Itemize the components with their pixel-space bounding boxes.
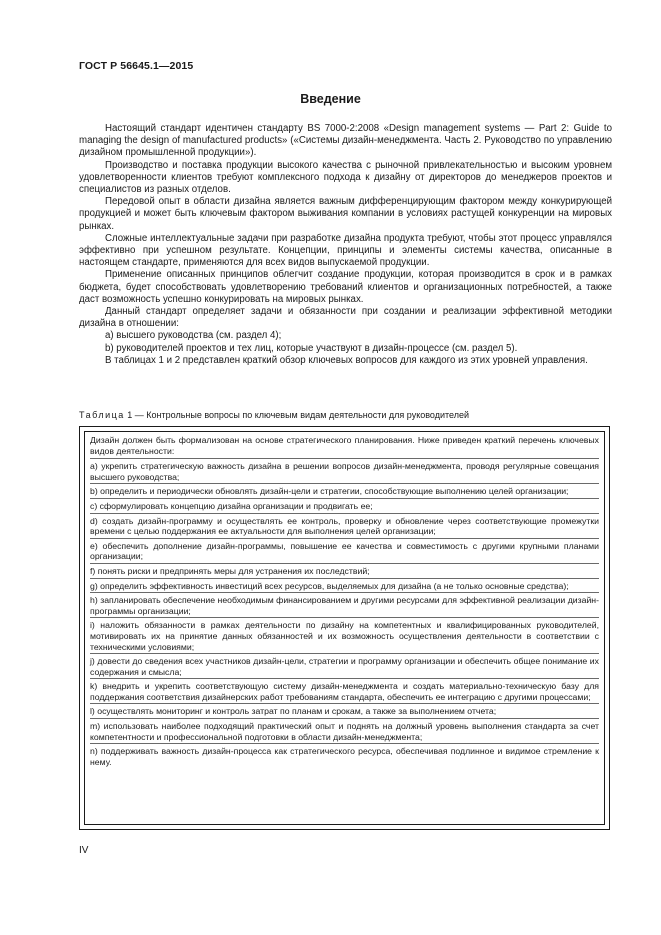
table-row: n) поддерживать важность дизайн-процесса как стратегического ресурса, обеспечивая подлинное и видимое стремление к нему.: [90, 746, 599, 767]
table-caption-text: 1 — Контрольные вопросы по ключевым видам деятельности для руководителей: [124, 410, 470, 420]
table-row: f) понять риски и предпринять меры для устранения их последствий;: [90, 566, 599, 579]
table-row: i) наложить обязанности в рамках деятельности по дизайну на компетентных и квалифицированных руководителей, мотивировать их на принятие данных обязанностей и их возможность осуществления деятельности в соответствии с техническими условиями;: [90, 620, 599, 654]
checklist-table: [79, 426, 610, 830]
paragraph: Применение описанных принципов облегчит создание продукции, которая производится в срок и в рамках бюджета, будет способствовать удовлетворению требований клиентов и организационных потребностей, а также даст возможность успешно конкурировать на мировых рынках.: [79, 269, 612, 305]
paragraph: Данный стандарт определяет задачи и обязанности при создании и реализации эффективной методики дизайна в отношении:: [79, 306, 612, 330]
paragraph: Производство и поставка продукции высокого качества с рыночной привлекательностью и высоким уровнем удовлетворенности клиентов требуют комплексного подхода к дизайну от директоров до менеджеров проектов и специалистов из разных отделов.: [79, 159, 612, 196]
list-item: b) руководителей проектов и тех лиц, которые участвуют в дизайн-процессе (см. раздел 5).: [105, 342, 518, 354]
table-row: h) запланировать обеспечение необходимым финансированием и другими ресурсами для эффективной реализации дизайн-программы организации;: [90, 595, 599, 618]
list-item: а) высшего руководства (см. раздел 4);: [105, 330, 282, 342]
table-row: l) осуществлять мониторинг и контроль затрат по планам и срокам, а также за выполнением отчета;: [90, 706, 599, 719]
introduction-body: [79, 123, 612, 367]
table-row: g) определить эффективность инвестиций всех ресурсов, выделяемых для дизайна (а не только основные средства);: [90, 581, 599, 594]
table-row: Дизайн должен быть формализован на основе стратегического планирования. Ниже приведен краткий перечень ключевых видов деятельности:: [90, 435, 599, 459]
table-row: k) внедрить и укрепить соответствующую систему дизайн-менеджмента и создать материально-техническую базу для поддержания соответствия дизайнерских работ требованиям стандарта, обеспечить ее интеграцию с другими процессами;: [90, 681, 599, 704]
table-caption-label: Таблица: [79, 410, 125, 420]
document-header: ГОСТ Р 56645.1—2015: [79, 60, 194, 72]
table-caption: [79, 410, 612, 421]
table-row: c) сформулировать концепцию дизайна организации и продвигать ее;: [90, 501, 599, 514]
table-row: m) использовать наиболее подходящий практический опыт и поднять на должный уровень выполнения стандарта за счет компетентности и профессиональной подготовки в области дизайн-менеджмента;: [90, 721, 599, 744]
section-title: Введение: [300, 92, 361, 106]
table-row: b) определить и периодически обновлять дизайн-цели и стратегии, способствующие выполнению целей организации;: [90, 486, 599, 499]
page-number: IV: [79, 845, 89, 856]
paragraph: В таблицах 1 и 2 представлен краткий обзор ключевых вопросов для каждого из этих уровней управления.: [105, 354, 588, 366]
table-cell: [84, 431, 605, 825]
table-row: j) довести до сведения всех участников дизайн-цели, стратегии и программу организации и обеспечить общее понимание их содержания и смысла;: [90, 656, 599, 679]
paragraph: Настоящий стандарт идентичен стандарту BS 7000-2:2008 «Design management systems — Part 2: Guide to managing the design of manufactured products» («Системы дизайн-менеджмента. Часть 2. Руководство по управлению дизайном промышленной продукции»).: [79, 123, 612, 159]
table-row: d) создать дизайн-программу и осуществлять ее контроль, проверку и обновление через соответствующие промежутки времени с целью поддержания ее актуальности для выполнения целей организации;: [90, 516, 599, 539]
paragraph: Передовой опыт в области дизайна является важным дифференцирующим фактором между конкурирующей продукцией и может быть ключевым фактором выживания компании в условиях растущей конкуренции на мировых рынках.: [79, 196, 612, 232]
table-row: a) укрепить стратегическую важность дизайна в решении вопросов дизайн-менеджмента, проводя регулярные совещания высшего руководства;: [90, 461, 599, 484]
table-row: e) обеспечить дополнение дизайн-программы, повышение ее качества и совместимость с другими крупными планами организации;: [90, 541, 599, 564]
paragraph: Сложные интеллектуальные задачи при разработке дизайна продукта требуют, чтобы этот процесс управлялся эффективно при успешном результате. Концепции, принципы и элементы системы качества, описанные в настоящем стандарте, применяются для всех видов выпускаемой продукции.: [79, 232, 612, 269]
